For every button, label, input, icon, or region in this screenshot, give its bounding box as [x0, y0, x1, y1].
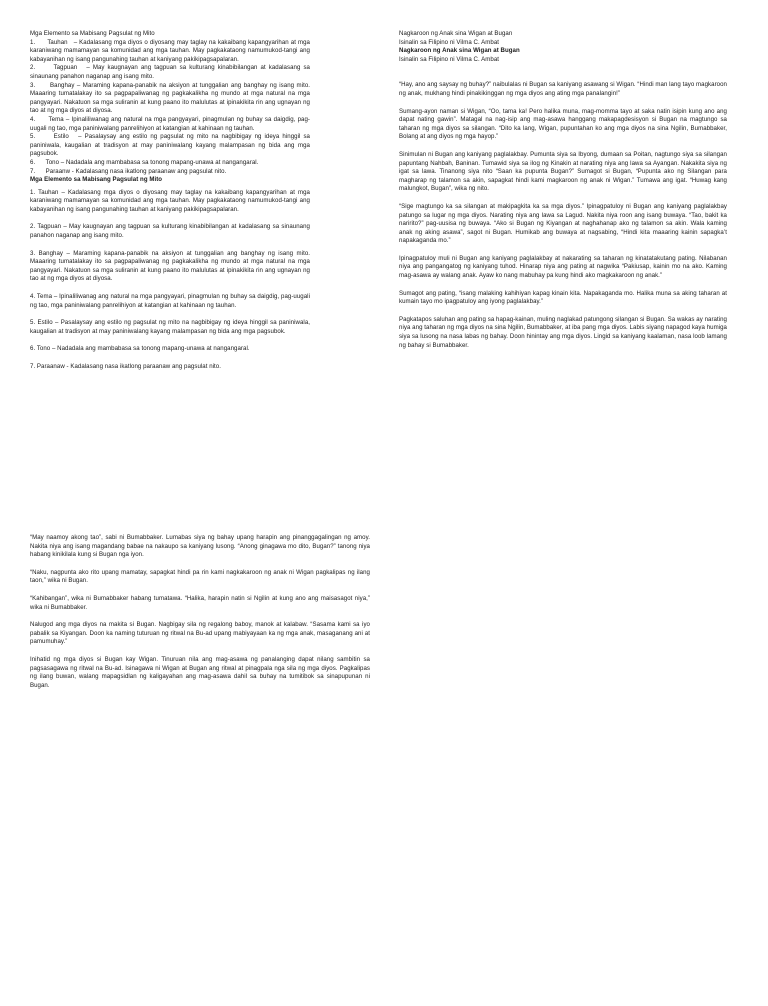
elements-column — [30, 30, 310, 372]
elements-paragraph: 5. Estilo – Pasalaysay ang estilo ng pagsulat ng mito na nagbibigay ng ideya hinggil sa paniniwala, kaugalian at tradisyon at may paniniwalang kayang malampasan ng bida ang mga pagsubok. — [30, 319, 310, 335]
elements-list-item: 5. Estilo – Pasalaysay ang estilo ng pagsulat ng mito na nagbibigay ng ideya hinggil sa paniniwala, kaugalian at tradisyon at may paniniwalang kayang malampasan ng bida ang mga pagsubok. — [30, 133, 310, 158]
story-paragraph: “Naku, nagpunta ako rito upang mamatay, sapagkat hindi pa rin kami nagkakaroon ng anak ni Wigan pagkalipas ng ilang taon,” wika ni Bugan. — [30, 568, 370, 585]
story-byline: Isinalin sa Filipino ni Vilma C. Ambat — [399, 38, 500, 46]
story-continuation-column — [30, 534, 370, 690]
story-byline: Isinalin sa Filipino ni Vilma C. Ambat — [399, 55, 500, 63]
story-paragraph: “Sige magtungo ka sa silangan at makipagkita ka sa mga diyos.” Ipinagpatuloy ni Bugan ang kaniyang paglalakbay patungo sa lugar ng mga diyos. Narating niya ang lawa sa Lagud. Nakita niya roon ang isang buwaya. “Tao, bakit ka naririto?” pag-uusisa ng buwaya. “Ako si Bugan ng Kiyangan at naghahanap ako ng talamon sa akin. Wala kaming anak ng aking asawa”, sagot ni Bugan. Humikab ang buwaya at nagsabing, “Hindi kita maaaring kainin sapagka’t napakaganda mo.” — [399, 202, 727, 245]
elements-paragraph: 6. Tono – Nadadala ang mambabasa sa tonong mapang-unawa at nangangaral. — [30, 345, 250, 353]
story-paragraph: Sinimulan ni Bugan ang kaniyang paglalakbay. Pumunta siya sa Ibyong, dumaan sa Poitan, nagtungo siya sa silangan papuntang Nahbah, Baninan. Tumawid siya sa ilog ng Kinakin at narating niya ang lawa sa Ayangan. Nakakita siya ng igat sa lawa. Tinanong siya nito “Saan ka pupunta Bugan?” Sumagot si Bugan, “Pupunta ako ng Silangan para magharap ng talamon sa akin, sapagkat hindi kami magkaroon ng anak ni Wigan.” Tumawa ang igat. “Huwag kang malungkot, Bugan”, wika ng nito. — [399, 150, 727, 193]
story-paragraph: Sumagot ang pating, “isang malaking kahihiyan kapag kinain kita. Napakaganda mo. Halika muna sa aking taharan at kumain tayo mo ipagpatuloy ang iyong paglalakbay.” — [399, 289, 727, 306]
story-paragraph: Sumang-ayon naman si Wigan, “Oo, tama ka! Pero halika muna, mag-momma tayo at saka natin isipin kung ano ang dapat nating gawin”. Matagal na nag-isip ang mag-asawa hanggang makapagdesisyon si Bugan na magtungo sa taharan ng mga diyos sa silangan. “Dito ka lang, Wigan, pupuntahan ko ang mga diyos na sina Ngilin, Bumabbaker, Bolang at ang diyos ng mga hayop.” — [399, 107, 727, 141]
elements-heading: Mga Elemento sa Mabisang Pagsulat ng Mito — [30, 30, 155, 37]
elements-paragraph: 7. Paraanaw - Kadalasang nasa ikatlong paraanaw ang pagsulat nito. — [30, 363, 221, 370]
elements-list-item: 2. Tagpuan – May kaugnayan ang tagpuan sa kulturang kinabibilangan at kadalasang sa sinaunang panahon naganap ang isang mito. — [30, 64, 310, 80]
elements-list-item: 4. Tema – Ipinaliliwanag ang natural na mga pangyayari, pinagmulan ng buhay sa daigdig, pag-uugali ng tao, mga paniniwalang panrelihiyon at katangian at kahinaan ng tauhan. — [30, 115, 310, 132]
story-paragraph: “Hay, ano ang saysay ng buhay?” naibulalas ni Bugan sa kaniyang asawang si Wigan. “Hindi man lang tayo magkaroon ng anak, mukhang hindi pinakikinggan ng mga diyos ang ating mga panalangin!” — [399, 81, 727, 97]
story-title: Nagkaroon ng Anak sina Wigan at Bugan — [399, 30, 513, 37]
story-paragraph: “Kahibangan”, wika ni Bumabbaker habang tumatawa. “Halika, harapin natin si Ngilin at kung ano ang maisasagot niya,” wika ni Bumabbaker. — [30, 594, 370, 611]
elements-paragraph: 3. Banghay – Maraming kapana-panabik na aksiyon at tunggalian ang banghay ng isang mito. Maaaring tumatalakay ito sa pagpapaliwanag ng pagkakalikha ng mundo at mga natural na mga pangyayari. Nakatuon sa mga suliranin at kung paano ito malulutas at ipinakikita rin ang ugnayan ng tao at ng mga diyos at diyosa. — [30, 249, 310, 283]
elements-paragraph-list — [30, 189, 310, 372]
story-paragraph: Nalugod ang mga diyos na makita si Bugan. Nagbigay sila ng regalong baboy, manok at kalabaw. “Sasama kami sa iyo pabalik sa Kiyangan. Doon ka naming tuturuan ng ritwal na Bu-ad upang mabiyayaan ka ng mga anak, masaganang ani at pamumuhay.” — [30, 621, 370, 646]
story-paragraph: Ipinagpatuloy muli ni Bugan ang kaniyang paglalakbay at nakarating sa taharan ng kinatatakutang pating. Nilabanan niya ang pangangatog ng kaniyang tuhod. Hinarap niya ang pating at nagwika “Pakiusap, kainin mo na ako. Kaming mag-asawa ay walang anak. Ayaw ko nang mabuhay pa kung hindi ako magkakaroon ng anak.” — [399, 254, 727, 280]
elements-list — [30, 39, 310, 177]
story-paragraph: “May naamoy akong tao”, sabi ni Bumabbaker. Lumabas siya ng bahay upang harapin ang pinanggagalingan ng amoy. Nakita niya ang isang magandang babae na nakaupo sa kaniyang lusong. “Anong ginagawa mo dito, Bugan?” tanong niya habang kinikilala kung si Bugan nga iyon. — [30, 534, 370, 559]
elements-heading-bold: Mga Elemento sa Mabisang Pagsulat ng Mito — [30, 176, 163, 184]
story-title-bold: Nagkaroon ng Anak sina Wigan at Bugan — [399, 47, 520, 55]
story-column — [399, 30, 727, 350]
elements-list-item: 6. Tono – Nadadala ang mambabasa sa tonong mapang-unawa at nangangaral. — [30, 158, 259, 166]
elements-paragraph: 2. Tagpuan – May kaugnayan ang tagpuan sa kulturang kinabibilangan at kadalasang sa sinaunang panahon naganap ang isang mito. — [30, 223, 310, 240]
elements-paragraph: 1. Tauhan – Kadalasang mga diyos o diyosang may taglay na kakaibang kapangyarihan at mga karaniwang mamamayan sa komunidad ang mga tauhan. May pagkakataong namumukod-tangi ang kabayanihan ng isang pangunahing tauhan at kaniyang pakikipagsapalaran. — [30, 188, 310, 213]
elements-list-item: 7. Paraanw - Kadalasang nasa ikatlong paraanaw ang pagsulat nito. — [30, 167, 227, 175]
elements-list-item: 3. Banghay – Maraming kapana-panabik na aksiyon at tunggalian ang banghay ng isang mito. Maaaring tumatalakay ito sa pagpapaliwanag ng pagkakalikha ng mundo at mga natural na mga pangyayari. Nakatuon sa mga suliranin at kung paano ito malulutas at ipinakikita rin ang ugnayan ng tao at ng mga diyos at diyosa. — [30, 81, 310, 115]
elements-paragraph: 4. Tema – Ipinaliliwanag ang natural na mga pangyayari, pinagmulan ng buhay sa daigdig, pag-uugali ng tao, mga paniniwalang panrelihiyon at katangian at kahinaan ng tauhan. — [30, 293, 310, 309]
story-paragraph: Pagkatapos saluhan ang pating sa hapag-kainan, muling naglakad patungong silangan si Bugan. Sa wakas ay narating niya ang taharan ng mga diyos na sina Ngilin, Bumabbaker, at iba pang mga diyos. Labis siyang napagod kaya humiga siya sa lusong na nasa labas ng bahay. Doon hinintay ang mga diyos. Lingid sa kaniyang kaalaman, nasa loob lamang ng bahay si Bumabbaker. — [399, 315, 727, 349]
story-paragraph: Inihatid ng mga diyos si Bugan kay Wigan. Tinuruan nila ang mag-asawa ng panalanging dapat nilang sambitin sa pagsasagawa ng ritwal na Bu-ad. Isinagawa ni Wigan at Bugan ang ritwal at pinagpala nga sila ng mga diyos. Pagkalipas ng ilang buwan, walang mapagsidlan ng kaligayahan ang mag-asawa dahil sa buhay na tumitibok sa sinapupunan ni Bugan. — [30, 655, 370, 689]
elements-list-item: 1. Tauhan – Kadalasang mga diyos o diyosang may taglay na kakaibang kapangyarihan at mga karaniwang mamamayan sa komunidad ang mga tauhan. May pagkakataong namumukod-tangi ang kabayanihan ng isang pangunahing tauhan at kaniyang pakikipagsapalaran. — [30, 38, 310, 63]
